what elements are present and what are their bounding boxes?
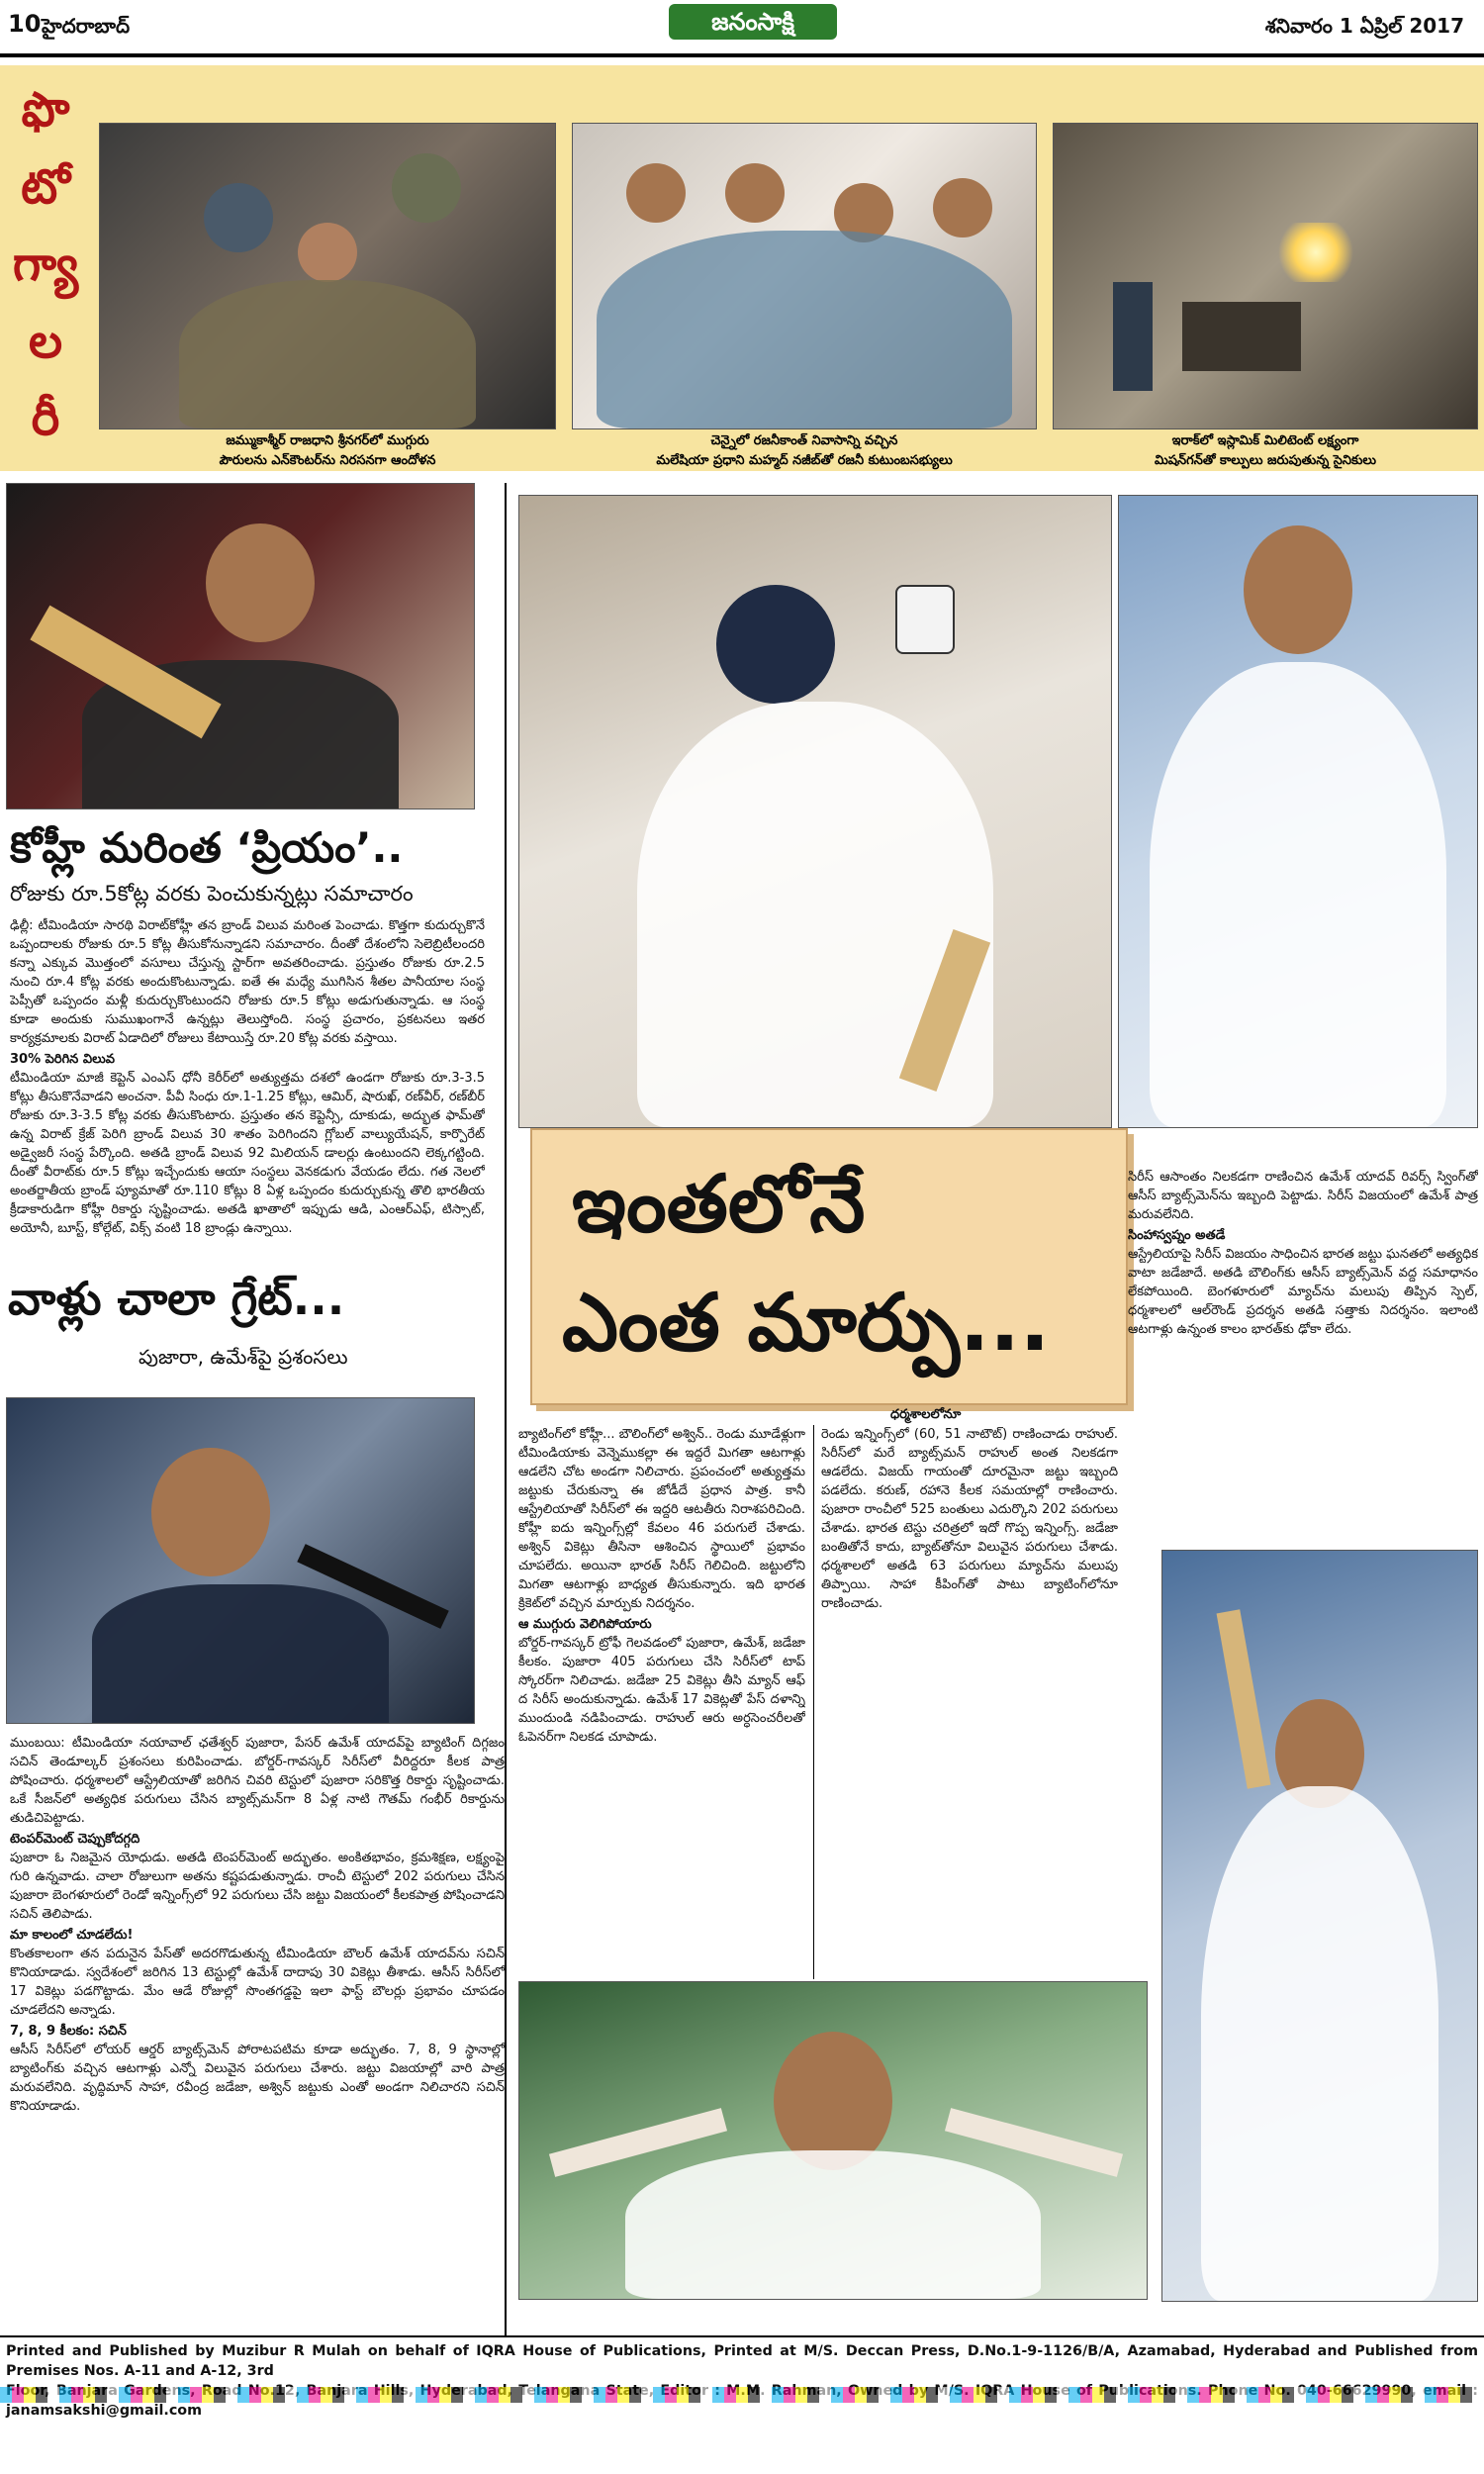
great-body [10, 1734, 505, 2328]
footer-rule [0, 2335, 1484, 2337]
great-sub3: 7, 8, 9 కీలకం: సచిన్ [10, 2024, 127, 2039]
main-headline-line2: ఎంత మార్పు... [562, 1277, 1051, 1369]
kohli-photo [6, 483, 475, 809]
main-col-divider-1 [813, 1425, 814, 1979]
great-headline: వాళ్లు చాలా గ్రేట్... [8, 1272, 345, 1325]
gallery-photo-srinagar [99, 123, 556, 429]
color-registration-bar [0, 2387, 1484, 2403]
gallery-photo-iraq [1053, 123, 1478, 429]
main-col1-text: బ్యాటింగ్‌లో కోహ్లీ... బౌలింగ్‌లో అశ్విన్.. రెండు మూడేళ్లుగా టీమిండియాకు వెన్నెముకల్లా ఈ ఇద్దరే మిగతా ఆటగాళ్లు ఆడలేని చోట అండగా నిలిచారు. ప్రపంచంలో అత్యుత్తమ జట్టుకు చేరుకున్నా ఈ జోడీదే ప్రధాన పాత్ర. కానీ ఆస్ట్రేలియాతో సిరీస్‌లో ఈ ఇద్దరి ఆటతీరు నిరాశపరిచింది. కోహ్లీ ఐదు ఇన్నింగ్స్‌ల్లో కేవలం 46 పరుగులే చేశాడు. అశ్విన్ వికెట్లు తీసినా ఆశించిన స్థాయిలో ప్రభావం చూపలేదు. అయినా భారత్ సిరీస్ గెలిచింది. జట్టులోని మిగతా ఆటగాళ్లు బాధ్యత తీసుకున్నారు. ఇది భారత క్రికెట్‌లో వచ్చిన మార్పుకు నిదర్శనం. [518, 1427, 805, 1611]
caption-line: పౌరులను ఎన్‌కౌంటర్‌ను నిరసనగా ఆందోళన [219, 453, 436, 468]
great-body-text: ముంబయి: టీమిండియా నయావాల్ ఛతేశ్వర్ పుజారా, పేసర్ ఉమేశ్ యాదవ్‌పై బ్యాటింగ్ దిగ్గజం సచిన్ తెండూల్కర్ ప్రశంసలు కురిపించాడు. బోర్డర్-గావస్కర్ సిరీస్‌లో వీరిద్దరూ కీలక పాత్ర పోషించారు. ధర్మశాలలో ఆస్ట్రేలియాతో జరిగిన చివరి టెస్టులో పుజారా సరికొత్త రికార్డు సృష్టించాడు. ఒకే సీజన్‌లో అత్యధిక పరుగులు చేసిన బ్యాట్స్‌మన్‌గా 8 ఏళ్ల నాటి గౌతమ్ గంభీర్ రికార్డును తుడిచిపెట్టాడు. [10, 1736, 505, 1826]
photo-gallery [0, 65, 1484, 471]
main-col1-heading: ఆ ముగ్గురు వెలిగిపోయారు [518, 1617, 652, 1632]
rahul-celebration-photo [518, 495, 1112, 1128]
main-col3-text: సిరీస్ ఆసాంతం నిలకడగా రాణించిన ఉమేశ్ యాదవ్ రివర్స్ స్వింగ్‌తో ఆసీస్ బ్యాట్స్‌మెన్‌ను ఇబ్బంది పెట్టాడు. సిరీస్ విజయంలో ఉమేశ్ పాత్ర మరువలేనిది. [1128, 1170, 1478, 1222]
column-divider [505, 483, 507, 2337]
masthead-title: జనంసాక్షి [711, 8, 794, 36]
caption-line: ఇరాక్‌లో ఇస్లామిక్ మిలిటెంట్ లక్ష్యంగా [1171, 433, 1359, 448]
footer-imprint [6, 2341, 1478, 2421]
gallery-caption-3 [1053, 431, 1478, 471]
umesh-photo [1118, 495, 1478, 1128]
gallery-label [6, 71, 85, 467]
gallery-label-char: ఫొ [21, 82, 70, 138]
caption-line: చెన్నైలో రజనీకాంత్ నివాసాన్ని వచ్చిన [710, 433, 898, 448]
main-col-2 [821, 1425, 1118, 1979]
main-col1-text-b: బోర్డర్-గావస్కర్ ట్రోఫీ గెలవడంలో పుజారా, ఉమేశ్, జడేజా కీలకం. పుజారా 405 పరుగులు చేసి సిరీస్‌లో టాప్ స్కోరర్‌గా నిలిచాడు. జడేజా 25 వికెట్లు తీసి మ్యాన్ ఆఫ్ ద సిరీస్ అందుకున్నాడు. ఉమేశ్ 17 వికెట్లతో పేస్ దళాన్ని ముందుండి నడిపించాడు. రాహుల్ ఆరు అర్ధసెంచరీలతో ఓపెనర్‌గా నిలకడ చూపాడు. [518, 1636, 805, 1745]
main-col3-text-b: ఆస్ట్రేలియాపై సిరీస్ విజయం సాధించిన భారత జట్టు ఘనతలో అత్యధిక వాటా జడేజాదే. అతడి బౌలింగ్‌కు ఆసీస్ బ్యాట్స్‌మెన్ వద్ద సమాధానం లేకపోయింది. బెంగళూరులో మ్యాచ్‌ను మలుపు తిప్పిన స్పెల్, ధర్మశాలలో ఆల్‌రౌండ్ ప్రదర్శన అతడి సత్తాకు నిదర్శనం. ఇలాంటి ఆటగాళ్లు ఉన్నంత కాలం భారత్‌కు ఢోకా లేదు. [1128, 1247, 1478, 1337]
gallery-photo-rajinikanth [572, 123, 1037, 429]
caption-line: జమ్ముకాశ్మీర్ రాజధాని శ్రీనగర్‌లో ముగ్గురు [226, 433, 429, 448]
header-rule [0, 53, 1484, 57]
great-sub2: మా కాలంలో చూడలేదు! [10, 1928, 134, 1943]
great-subhead: పుజారా, ఉమేశ్‌పై ప్రశంసలు [139, 1345, 348, 1369]
caption-line: మిషన్‌గన్‌తో కాల్పులు జరుపుతున్న సైనికులు [1154, 453, 1377, 468]
masthead [669, 4, 837, 40]
page-number: 10 [8, 10, 42, 38]
page-header [0, 0, 1484, 61]
gallery-label-char: టో [21, 159, 70, 215]
main-col-3 [1128, 1168, 1478, 1544]
gallery-label-char: ల [28, 314, 63, 369]
page-date: శనివారం 1 ఏప్రిల్ 2017 [1264, 14, 1464, 38]
great-sub1: టెంపర్‌మెంట్ చెప్పుకోదగ్గది [10, 1832, 140, 1847]
sachin-photo [6, 1397, 475, 1724]
main-headline-line1: ఇంతలోనే [572, 1158, 866, 1250]
kohli-body-text-2: టీమిండియా మాజీ కెప్టెన్ ఎంఎస్ ధోనీ కెరీర్‌లో అత్యుత్తమ దశలో ఉండగా రోజుకు రూ.3-3.5 కోట్లు తీసుకొనేవాడని అంచనా. పీవీ సింధు రూ.1-1.25 కోట్లు, ఆమిర్, షారుఖ్, రణ్‌వీర్, రణ్‌బీర్ రోజుకు రూ.3-3.5 కోట్ల వరకు తీసుకొంటారు. ప్రస్తుతం తన కెప్టెన్సీ, దూకుడు, అద్భుత ఫామ్‌తో ఉన్న విరాట్ క్రేజ్ పెరిగి బ్రాండ్ విలువ 30 శాతం పెరిగిందని గ్లోబల్ వాల్యుయేషన్, కార్పొరేట్ అడ్వైజరీ సంస్థ పేర్కొంది. అతడి బ్రాండ్ విలువ 92 మిలియన్ డాలర్లు ఉంటుందని లెక్కగట్టింది. దీంతో వీరాట్‌కు రూ.5 కోట్లు ఇచ్చేందుకు ఆయా సంస్థలు వెనకడుగు వేయడం లేదు. గత నెలలో అంతర్జాతీయ బ్రాండ్ ప్యూమాతో రూ.110 కోట్లు 8 ఏళ్ల ఒప్పందం కుదుర్చుకున్న తొలి భారతీయ క్రీడాకారుడిగా కోహ్లీ రికార్డు సృష్టించాడు. అతడి ఖాతాలో ఇప్పుడు ఆడి, ఎంఆర్ఎఫ్, టిస్సాట్, అయోనీ, బూస్ట్, కోల్గేట్, విక్స్ వంటి 18 బ్రాండ్లు ఉన్నాయి. [10, 1071, 485, 1236]
footer-line-1: Printed and Published by Muzibur R Mulah on behalf of IQRA House of Publications, Printed at M/S. Deccan Press, D.No.1-9-1126/B/A, Azamabad, Hyderabad and Published from Premises Nos. A-11 and A-12, 3rd [6, 2343, 1478, 2379]
kohli-headline: కోహ్లీ మరింత ‘ప్రియం’.. [10, 823, 404, 872]
great-body-text-4: ఆసీస్ సిరీస్‌లో లోయర్ ఆర్డర్ బ్యాట్స్‌మెన్ పోరాటపటిమ కూడా అద్భుతం. 7, 8, 9 స్థానాల్లో బ్యాటింగ్‌కు వచ్చిన ఆటగాళ్లు ఎన్నో విలువైన పరుగులు చేశారు. జట్టు విజయాల్లో వారి పాత్ర మరువలేనిది. వృద్ధిమాన్ సాహా, రవీంద్ర జడేజా, అశ్విన్ జట్టుకు ఎంతో అండగా నిలిచారని సచిన్ కొనియాడాడు. [10, 2043, 505, 2114]
main-byline: ధర్మశాలలోనూ [890, 1407, 962, 1422]
caption-line: మలేషియా ప్రధాని మహ్మద్ నజీబ్‌తో రజనీ కుటుంబసభ్యులు [656, 453, 953, 468]
kohli-subhead: రోజుకు రూ.5కోట్ల వరకు పెంచుకున్నట్లు సమాచారం [10, 882, 414, 905]
gallery-label-char: గ్యా [12, 237, 79, 292]
gallery-label-char: రీ [31, 391, 60, 446]
great-body-text-2: పుజారా ఓ నిజమైన యోధుడు. అతడి టెంపర్‌మెంట్ అద్భుతం. అంకితభావం, క్రమశిక్షణ, లక్ష్యంపై గురి ఉన్నవాడు. చాలా రోజులుగా అతను కష్టపడుతున్నాడు. రాంచీ టెస్టులో 202 పరుగులు చేసిన పుజారా బెంగళూరులో రెండో ఇన్నింగ్స్‌లో 92 పరుగులు చేసి జట్టు విజయంలో కీలకపాత్ర పోషించాడని సచిన్ తెలిపాడు. [10, 1851, 505, 1922]
main-col-1 [518, 1425, 805, 1979]
main-col2-text: రెండు ఇన్నింగ్స్‌లో (60, 51 నాటౌట్) రాణించాడు రాహుల్. సిరీస్‌లో మరే బ్యాట్స్‌మన్ రాహుల్ అంత నిలకడగా ఆడలేదు. విజయ్ గాయంతో దూరమైనా జట్టు ఇబ్బంది పడలేదు. కరుణ్, రహానె కీలక సమయాల్లో రాణించారు. పుజారా రాంచీలో 525 బంతులు ఎదుర్కొని 202 పరుగులు చేశాడు. భారత టెస్టు చరిత్రలో ఇదో గొప్ప ఇన్నింగ్స్. జడేజా బంతితోనే కాదు, బ్యాట్‌తోనూ విలువైన పరుగులు చేశాడు. ధర్మశాలలో అతడి 63 పరుగులు మ్యాచ్‌ను మలుపు తిప్పాయి. సాహా కీపింగ్‌తో పాటు బ్యాటింగ్‌లోనూ రాణించాడు. [821, 1427, 1118, 1611]
great-body-text-3: కొంతకాలంగా తన పదునైన పేస్‌తో అదరగొడుతున్న టీమిండియా బౌలర్ ఉమేశ్ యాదవ్‌ను సచిన్ కొనియాడాడు. స్వదేశంలో జరిగిన 13 టెస్టుల్లో ఉమేశ్ దాదాపు 30 వికెట్లు తీశాడు. ఆసీస్ సిరీస్‌లో 17 వికెట్లు పడగొట్టాడు. మేం ఆడే రోజుల్లో సొంతగడ్డపై ఇలా ఫాస్ట్ బౌలర్లు ప్రభావం చూపడం చూడలేదని అన్నాడు. [10, 1947, 505, 2018]
city-label: హైదరాబాద్ [42, 14, 131, 38]
gallery-caption-1 [99, 431, 556, 471]
kohli-body-text: ఢిల్లీ: టీమిండియా సారథి విరాట్‌కోహ్లీ తన బ్రాండ్ విలువ మరింత పెంచాడు. కొత్తగా కుదుర్చుకొనే ఒప్పందాలకు రోజుకు రూ.5 కోట్ల తీసుకోనున్నాడని సమాచారం. దీంతో దేశంలోని సెలెబ్రిటీలందరి కన్నా ఎక్కువ మొత్తంలో వసూలు చేస్తున్న స్టార్‌గా అవతరించాడు. ప్రస్తుతం రోజుకు రూ.2.5 నుంచి రూ.4 కోట్ల వరకు అందుకొంటున్నాడు. ఐతే ఈ మధ్యే ముగిసిన శీతల పానీయాల సంస్థ పెప్సీతో ఒప్పందం మళ్లీ కుదుర్చుకొంటుందని రోజుకు రూ.5 కోట్లు అడుగుతున్నాడు. ఆ సంస్థ కూడా అందుకు సుముఖంగానే ఉన్నట్లు తెలుస్తోంది. సంస్థ ప్రచారం, ప్రకటనలు ఇతర కార్యక్రమాలకు విరాట్ ఏడాదిలో రోజులు కేటాయిస్తే రూ.20 కోట్ల వరకు వస్తాయి. [10, 918, 485, 1046]
gallery-caption-2 [572, 431, 1037, 471]
main-col3-heading: సింహాస్వప్నం అతడే [1128, 1228, 1226, 1243]
jadeja-photo [518, 1981, 1148, 2300]
pujara-photo [1161, 1550, 1478, 2302]
main-headline-box [530, 1128, 1128, 1405]
kohli-section-heading: 30% పెరిగిన విలువ [10, 1052, 116, 1067]
footer-line-2: janamsakshi@gmail.com [6, 2403, 203, 2419]
